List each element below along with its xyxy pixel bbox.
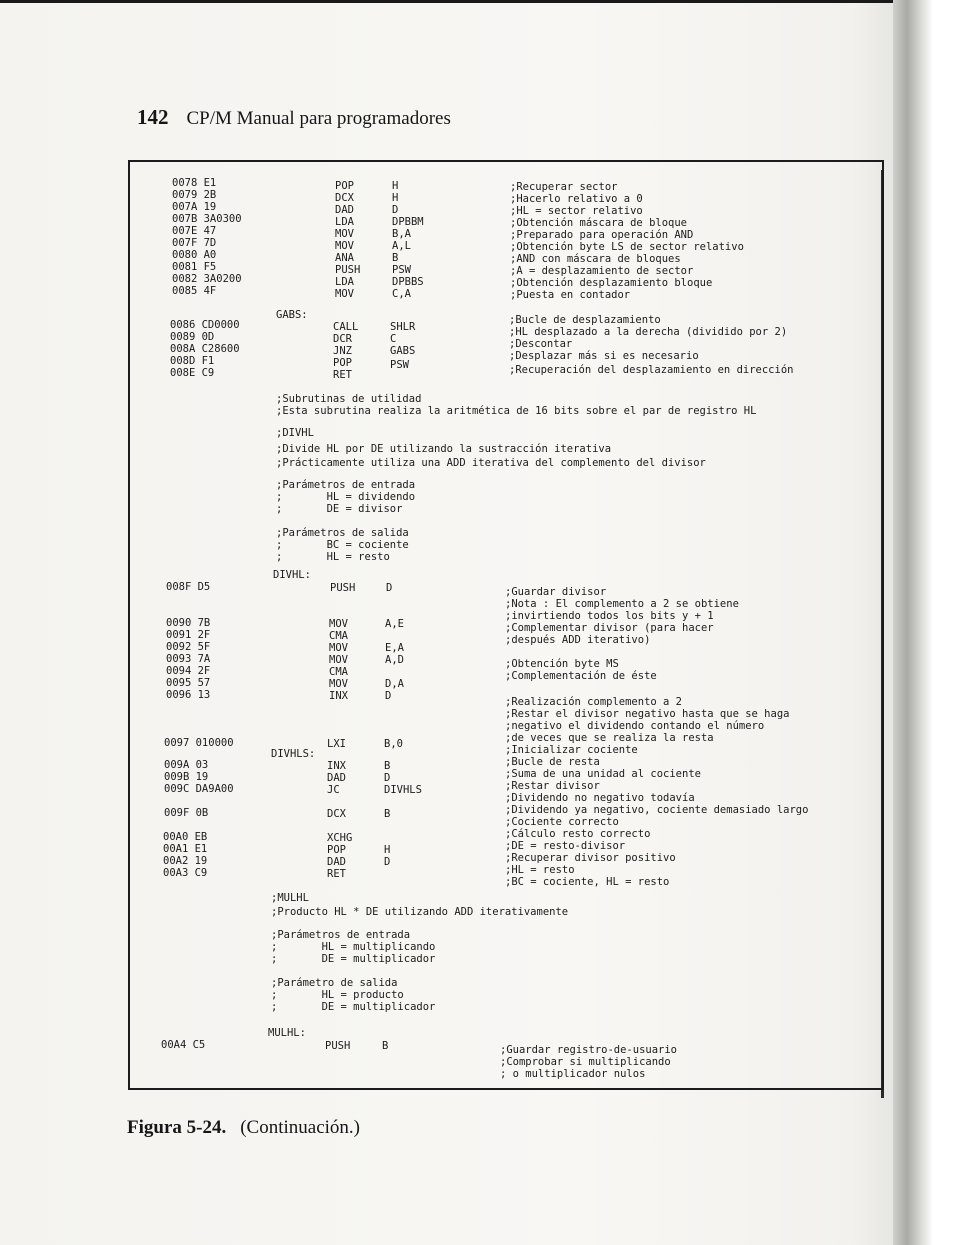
comment-line: ;Restar el divisor negativo hasta que se haga bbox=[505, 708, 790, 720]
listing-comment: ;Dividendo ya negativo, cociente demasiado largo bbox=[505, 804, 809, 816]
listing-operand: B bbox=[382, 1040, 389, 1052]
listing-operand: C,A bbox=[392, 288, 411, 300]
listing-comment: ;A = desplazamiento de sector bbox=[510, 265, 694, 277]
listing-address: 007B 3A0300 bbox=[172, 213, 242, 225]
listing-comment: ;de veces que se realiza la resta bbox=[505, 732, 714, 744]
listing-address: 00A2 19 bbox=[163, 855, 208, 867]
listing-comment: ;AND con máscara de bloques bbox=[510, 253, 681, 265]
listing-opcode: POP bbox=[335, 180, 354, 192]
listing-operand: DPBBS bbox=[392, 276, 424, 288]
listing-address: 007F 7D bbox=[172, 237, 217, 249]
listing-operand: B,0 bbox=[384, 738, 403, 750]
listing-operand: D bbox=[384, 772, 391, 784]
comment-line: ;Esta subrutina realiza la aritmética de 16 bits sobre el par de registro HL bbox=[276, 405, 757, 417]
listing-opcode: DAD bbox=[335, 204, 354, 216]
figure-caption-text: (Continuación.) bbox=[240, 1117, 360, 1138]
listing-comment: ;después ADD iterativo) bbox=[505, 634, 651, 646]
listing-operand: E,A bbox=[385, 642, 404, 654]
listing-opcode: LDA bbox=[335, 216, 354, 228]
comment-line: ;Nota : El complemento a 2 se obtiene bbox=[505, 598, 739, 610]
comment-line: ;Cociente correcto bbox=[505, 816, 619, 828]
listing-address: 0090 7B bbox=[166, 617, 211, 629]
listing-operand: B bbox=[384, 808, 391, 820]
comment-line: ; o multiplicador nulos bbox=[500, 1068, 646, 1080]
listing-comment: ;Suma de una unidad al cociente bbox=[505, 768, 701, 780]
listing-comment: ;HL = resto bbox=[505, 864, 575, 876]
listing-operand: H bbox=[392, 192, 399, 204]
listing-address: 0091 2F bbox=[166, 629, 211, 641]
listing-comment: ;Descontar bbox=[509, 338, 573, 350]
listing-comment: ;Guardar divisor bbox=[505, 586, 607, 598]
listing-comment: ;Guardar registro-de-usuario bbox=[500, 1044, 678, 1056]
label-divhls: DIVHLS: bbox=[271, 748, 316, 760]
listing-comment: ;Obtención byte LS de sector relativo bbox=[510, 241, 744, 253]
figure-caption bbox=[127, 1117, 360, 1139]
page-number: 142 bbox=[137, 105, 169, 129]
listing-address: 008A C28600 bbox=[170, 343, 240, 355]
comment-line: ;MULHL bbox=[271, 892, 309, 904]
listing-opcode: JC bbox=[327, 784, 340, 796]
listing-address: 009F 0B bbox=[164, 807, 209, 819]
label-divhl: DIVHL: bbox=[273, 569, 311, 581]
listing-opcode: PUSH bbox=[330, 582, 356, 594]
comment-line: ; HL = multiplicando bbox=[271, 941, 436, 953]
listing-comment: ;Recuperación del desplazamiento en dirección bbox=[509, 364, 794, 376]
comment-line: ;negativo el dividendo contando el número bbox=[505, 720, 765, 732]
listing-comment: ;Preparado para operación AND bbox=[510, 229, 694, 241]
running-title: CP/M Manual para programadores bbox=[186, 108, 451, 129]
comment-line: ;invirtiendo todos los bits y + 1 bbox=[505, 610, 714, 622]
comment-line: ;Prácticamente utiliza una ADD iterativa del complemento del divisor bbox=[276, 457, 706, 469]
listing-operand: H bbox=[384, 844, 391, 856]
listing-comment: ;Complementación de éste bbox=[505, 670, 657, 682]
listing-comment: ;Puesta en contador bbox=[510, 289, 631, 301]
listing-comment: ;Hacerlo relativo a 0 bbox=[510, 193, 643, 205]
page-edge-shadow bbox=[893, 0, 933, 1245]
listing-address: 0095 57 bbox=[166, 677, 211, 689]
listing-operand: D bbox=[385, 690, 392, 702]
listing-address: 00A1 E1 bbox=[163, 843, 208, 855]
listing-operand: A,E bbox=[385, 618, 404, 630]
listing-address: 0080 A0 bbox=[172, 249, 217, 261]
listing-opcode: CMA bbox=[329, 630, 348, 642]
listing-opcode: JNZ bbox=[333, 345, 352, 357]
listing-comment: ;Realización complemento a 2 bbox=[505, 696, 683, 708]
comment-line: ; HL = dividendo bbox=[276, 491, 416, 503]
listing-opcode: CALL bbox=[333, 321, 359, 333]
listing-opcode: LXI bbox=[327, 738, 346, 750]
listing-comment: ;Desplazar más si es necesario bbox=[509, 350, 699, 362]
listing-address: 008E C9 bbox=[170, 367, 215, 379]
label-mulhl: MULHL: bbox=[268, 1027, 306, 1039]
listing-address: 00A4 C5 bbox=[161, 1039, 206, 1051]
listing-operand: GABS bbox=[390, 345, 416, 357]
listing-opcode: POP bbox=[327, 844, 346, 856]
top-scan-border bbox=[0, 0, 900, 3]
listing-comment: ;Obtención desplazamiento bloque bbox=[510, 277, 713, 289]
listing-operand: SHLR bbox=[390, 321, 416, 333]
listing-opcode: DCX bbox=[335, 192, 354, 204]
listing-address: 00A3 C9 bbox=[163, 867, 208, 879]
label-gabs: GABS: bbox=[276, 309, 308, 321]
listing-comment: ;Recuperar divisor positivo bbox=[505, 852, 676, 864]
listing-address: 0092 5F bbox=[166, 641, 211, 653]
listing-address: 0097 010000 bbox=[164, 737, 234, 749]
listing-comment: ;Bucle de desplazamiento bbox=[509, 314, 661, 326]
comment-line: ; DE = multiplicador bbox=[271, 1001, 436, 1013]
comment-line: ; DE = multiplicador bbox=[271, 953, 436, 965]
listing-address: 009C DA9A00 bbox=[164, 783, 234, 795]
figure-label: Figura 5-24. bbox=[127, 1117, 227, 1138]
listing-address: 0093 7A bbox=[166, 653, 211, 665]
listing-comment: ;Cálculo resto correcto bbox=[505, 828, 651, 840]
listing-opcode: PUSH bbox=[335, 264, 361, 276]
listing-address: 0094 2F bbox=[166, 665, 211, 677]
listing-comment: ;Complementar divisor (para hacer bbox=[505, 622, 714, 634]
listing-opcode: XCHG bbox=[327, 832, 353, 844]
listing-comment: ;Restar divisor bbox=[505, 780, 600, 792]
listing-address: 007A 19 bbox=[172, 201, 217, 213]
listing-address: 0089 0D bbox=[170, 331, 215, 343]
listing-opcode: DAD bbox=[327, 856, 346, 868]
comment-line: ;Divide HL por DE utilizando la sustracción iterativa bbox=[276, 443, 612, 455]
page-header bbox=[137, 105, 451, 130]
listing-opcode: INX bbox=[329, 690, 348, 702]
listing-opcode: MOV bbox=[329, 618, 348, 630]
listing-comment: ;Bucle de resta bbox=[505, 756, 600, 768]
listing-operand: DPBBM bbox=[392, 216, 424, 228]
comment-line: ; HL = producto bbox=[271, 989, 404, 1001]
listing-address: 0079 2B bbox=[172, 189, 217, 201]
listing-address: 0081 F5 bbox=[172, 261, 217, 273]
comment-line: ; DE = divisor bbox=[276, 503, 403, 515]
listing-opcode: POP bbox=[333, 357, 352, 369]
listing-opcode: MOV bbox=[329, 642, 348, 654]
listing-opcode: MOV bbox=[329, 678, 348, 690]
listing-operand: B bbox=[392, 252, 399, 264]
listing-opcode: RET bbox=[333, 369, 352, 381]
listing-operand: D bbox=[392, 204, 399, 216]
listing-operand: D bbox=[386, 582, 393, 594]
listing-opcode: MOV bbox=[335, 288, 354, 300]
listing-opcode: INX bbox=[327, 760, 346, 772]
listing-address: 007E 47 bbox=[172, 225, 217, 237]
listing-operand: DIVHLS bbox=[384, 784, 422, 796]
listing-operand: H bbox=[392, 180, 399, 192]
listing-operand: B bbox=[384, 760, 391, 772]
listing-operand: D bbox=[384, 856, 391, 868]
listing-comment: ;HL desplazado a la derecha (dividido por 2) bbox=[509, 326, 788, 338]
listing-address: 0078 E1 bbox=[172, 177, 217, 189]
listing-comment: ;Obtención máscara de bloque bbox=[510, 217, 688, 229]
comment-line: ; HL = resto bbox=[276, 551, 390, 563]
listing-address: 0085 4F bbox=[172, 285, 217, 297]
comment-line: ; BC = cociente bbox=[276, 539, 409, 551]
listing-address: 0096 13 bbox=[166, 689, 211, 701]
listing-address: 0082 3A0200 bbox=[172, 273, 242, 285]
listing-opcode: MOV bbox=[329, 654, 348, 666]
listing-opcode: CMA bbox=[329, 666, 348, 678]
listing-address: 00A0 EB bbox=[163, 831, 208, 843]
listing-operand: A,D bbox=[385, 654, 404, 666]
comment-line: ;Producto HL * DE utilizando ADD iterativamente bbox=[271, 906, 569, 918]
listing-opcode: DCR bbox=[333, 333, 352, 345]
listing-opcode: DAD bbox=[327, 772, 346, 784]
comment-line: ;BC = cociente, HL = resto bbox=[505, 876, 670, 888]
listing-operand: D,A bbox=[385, 678, 404, 690]
listing-address: 008D F1 bbox=[170, 355, 215, 367]
listing-comment: ;DE = resto-divisor bbox=[505, 840, 626, 852]
listing-address: 009A 03 bbox=[164, 759, 209, 771]
listing-comment: ;Recuperar sector bbox=[510, 181, 618, 193]
listing-operand: PSW bbox=[390, 359, 409, 371]
comment-line: ;Dividendo no negativo todavía bbox=[505, 792, 695, 804]
comment-line: ;Comprobar si multiplicando bbox=[500, 1056, 671, 1068]
comment-line: ;Subrutinas de utilidad bbox=[276, 393, 422, 405]
listing-address: 008F D5 bbox=[166, 581, 211, 593]
listing-opcode: MOV bbox=[335, 228, 354, 240]
comment-line: ;Parámetros de entrada bbox=[276, 479, 416, 491]
listing-operand: C bbox=[390, 333, 397, 345]
listing-operand: B,A bbox=[392, 228, 411, 240]
listing-operand: A,L bbox=[392, 240, 411, 252]
comment-line: ;Parámetro de salida bbox=[271, 977, 398, 989]
comment-line: ;Parámetros de entrada bbox=[271, 929, 411, 941]
comment-line: ;Inicializar cociente bbox=[505, 744, 638, 756]
listing-opcode: LDA bbox=[335, 276, 354, 288]
comment-line: ;Parámetros de salida bbox=[276, 527, 409, 539]
listing-address: 009B 19 bbox=[164, 771, 209, 783]
listing-opcode: MOV bbox=[335, 240, 354, 252]
listing-address: 0086 CD0000 bbox=[170, 319, 240, 331]
listing-opcode: PUSH bbox=[325, 1040, 351, 1052]
listing-opcode: DCX bbox=[327, 808, 346, 820]
listing-comment: ;Obtención byte MS bbox=[505, 658, 619, 670]
listing-opcode: ANA bbox=[335, 252, 354, 264]
listing-opcode: RET bbox=[327, 868, 346, 880]
listing-operand: PSW bbox=[392, 264, 411, 276]
listing-comment: ;HL = sector relativo bbox=[510, 205, 643, 217]
comment-line: ;DIVHL bbox=[276, 427, 314, 439]
